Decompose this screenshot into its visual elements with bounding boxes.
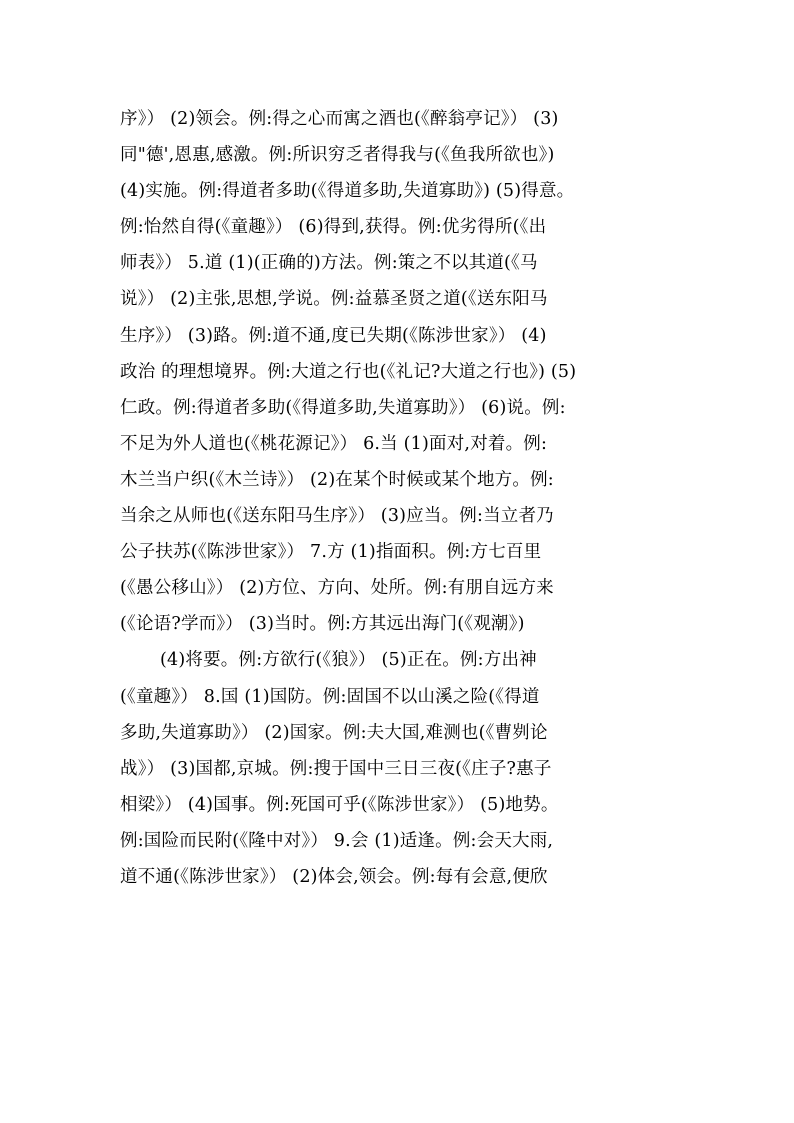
text-line-indented: (4)将要。例:方欲行(《狼》） (5)正在。例:方出神 xyxy=(160,650,537,671)
text-line: 师表》） 5.道 (1)(正确的)方法。例:策之不以其道(《马 xyxy=(120,253,538,274)
body-text xyxy=(120,101,690,895)
text-line: 例:国险而民附(《隆中对》） 9.会 (1)适逢。例:会天大雨, xyxy=(120,830,554,851)
text-line: 政治 的理想境界。例:大道之行也(《礼记?大道之行也》) (5) xyxy=(120,361,577,382)
text-line: 仁政。例:得道者多助(《得道多助,失道寡助》） (6)说。例: xyxy=(120,397,566,418)
text-line: 说》） (2)主张,思想,学说。例:益慕圣贤之道(《送东阳马 xyxy=(120,289,548,310)
text-line: 木兰当户织(《木兰诗》） (2)在某个时候或某个地方。例: xyxy=(120,469,554,490)
text-line: (《童趣》） 8.国 (1)国防。例:固国不以山溪之险(《得道 xyxy=(120,686,540,707)
text-line: 道不通(《陈涉世家》） (2)体会,领会。例:每有会意,便欣 xyxy=(120,866,548,887)
text-line: 生序》） (3)路。例:道不通,度已失期(《陈涉世家》） (4) xyxy=(120,325,547,346)
text-line: 公子扶苏(《陈涉世家》） 7.方 (1)指面积。例:方七百里 xyxy=(120,542,542,563)
text-line: 战》） (3)国都,京城。例:搜于国中三日三夜(《庄子?惠子 xyxy=(120,758,552,779)
text-line: 不足为外人道也(《桃花源记》） 6.当 (1)面对,对着。例: xyxy=(120,433,548,454)
text-line: 当余之从师也(《送东阳马生序》） (3)应当。例:当立者乃 xyxy=(120,506,554,527)
text-line: 多助,失道寡助》） (2)国家。例:夫大国,难测也(《曹刿论 xyxy=(120,722,548,743)
text-line: (《论语?学而》） (3)当时。例:方其远出海门(《观潮》) xyxy=(120,614,525,635)
text-line: 同"德',恩惠,感激。例:所识穷乏者得我与(《鱼我所欲也》) xyxy=(120,145,555,166)
text-line: (《愚公移山》） (2)方位、方向、处所。例:有朋自远方来 xyxy=(120,578,554,599)
text-line: 例:怡然自得(《童趣》） (6)得到,获得。例:优劣得所(《出 xyxy=(120,217,547,238)
text-line: 序》） (2)领会。例:得之心而寓之酒也(《醉翁亭记》） (3) xyxy=(120,109,559,129)
text-line: 相梁》） (4)国事。例:死国可乎(《陈涉世家》） (5)地势。 xyxy=(120,794,559,815)
text-line: (4)实施。例:得道者多助(《得道多助,失道寡助》) (5)得意。 xyxy=(120,181,575,202)
